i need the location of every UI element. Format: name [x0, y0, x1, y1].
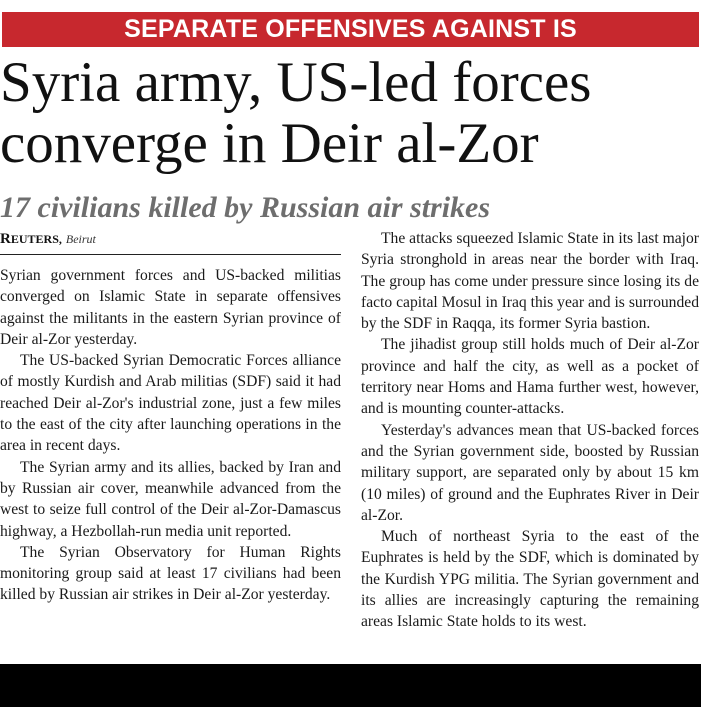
byline	[0, 229, 96, 249]
paragraph: Much of northeast Syria to the east of the Euphrates is held by the SDF, which is dominated by the Kurdish YPG militia. The Syrian government and its allies are increasingly capturing the remaining areas Islamic State holds to its west.	[361, 528, 699, 631]
subheadline: 17 civilians killed by Russian air strikes	[0, 191, 491, 224]
paragraph: The attacks squeezed Islamic State in its last major Syria stronghold in areas near the border with Iraq. The group has come under pressure since losing its de facto capital Mosul in Iraq this year and is surrounded by the SDF in Raqqa, its former Syria bastion.	[361, 230, 699, 333]
section-kicker: SEPARATE OFFENSIVES AGAINST IS	[2, 12, 699, 47]
headline-line-1: Syria army, US-led forces	[0, 51, 592, 114]
byline-dateline: Beirut	[65, 232, 96, 246]
headline-line-2: converge in Deir al-Zor	[0, 112, 539, 175]
article-column-2	[361, 228, 699, 633]
paragraph: Yesterday's advances mean that US-backed forces and the Syrian government side, boosted by Russian military support, are separated only by about 15 km (10 miles) of ground and the Euphrates River in Deir al-Zor.	[361, 421, 699, 524]
paragraph: The US-backed Syrian Democratic Forces alliance of mostly Kurdish and Arab militias (SDF) said it had reached Deir al-Zor's industrial zone, just a few miles to the east of the city after launching operations in the area in recent days.	[0, 352, 341, 455]
byline-agency: REUTERS,	[0, 231, 62, 247]
paragraph: The Syrian Observatory for Human Rights monitoring group said at least 17 civilians had been killed by Russian air strikes in Deir al-Zor yesterday.	[0, 543, 341, 604]
article-column-1	[0, 265, 341, 606]
paragraph: The jihadist group still holds much of Deir al-Zor province and half the city, as well as a pocket of territory near Homs and Hama further west, however, and is mounting counter-attacks.	[361, 336, 699, 418]
byline-divider	[0, 254, 341, 255]
paragraph: Syrian government forces and US-backed militias converged on Islamic State in separate offensives against the militants in the eastern Syrian province of Deir al-Zor yesterday.	[0, 267, 341, 348]
paragraph: The Syrian army and its allies, backed by Iran and by Russian air cover, meanwhile advanced from the west to seize full control of the Deir al-Zor-Damascus highway, a Hezbollah-run media unit reported.	[0, 458, 341, 540]
headline	[0, 52, 701, 174]
